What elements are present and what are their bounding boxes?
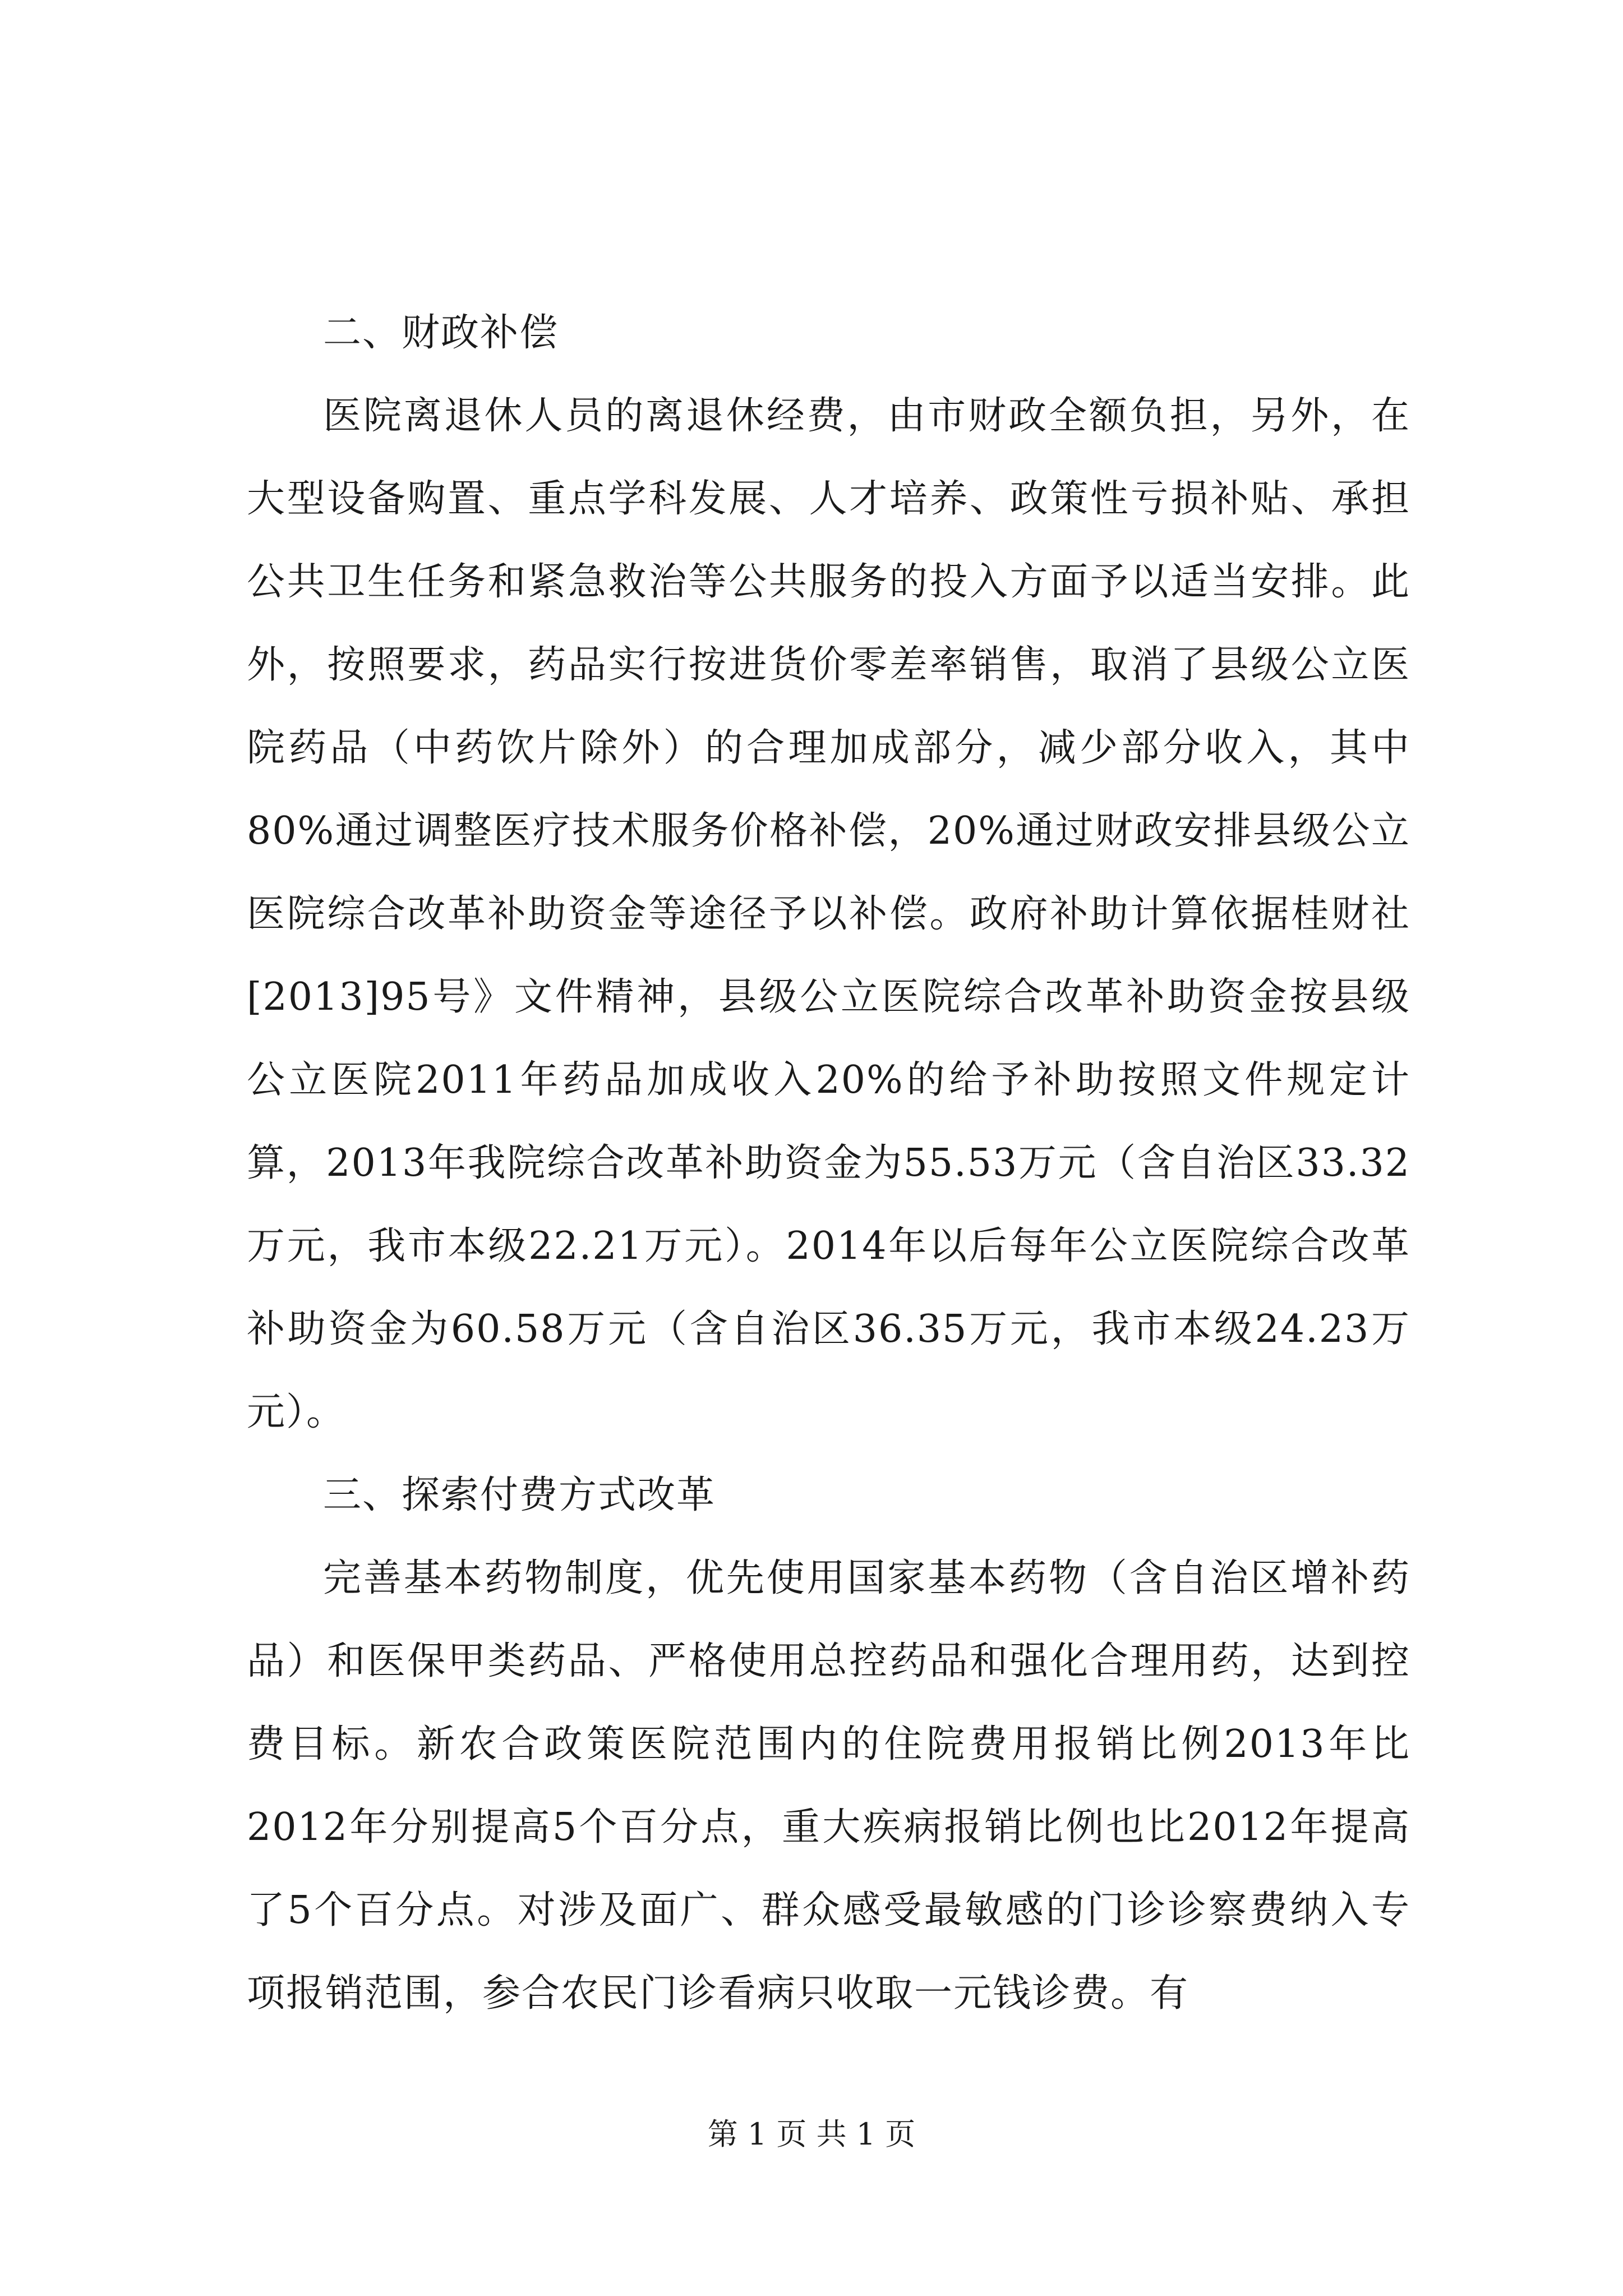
page-footer: 第 1 页 共 1 页 bbox=[707, 2116, 916, 2152]
paragraph-payment-reform: 完善基本药物制度，优先使用国家基本药物（含自治区增补药品）和医保甲类药品、严格使用总控药品和强化合理用药，达到控费目标。新农合政策医院范围内的住院费用报销比例2013年比2012年分别提高5个百分点，重大疾病报销比例也比2012年提高了5个百分点。对涉及面广、群众感受最敏感的门诊诊察费纳入专项报销范围，参合农民门诊看病只收取一元钱诊费。有 bbox=[247, 1556, 1410, 2016]
paragraph-fiscal-compensation: 医院离退休人员的离退休经费，由市财政全额负担，另外，在大型设备购置、重点学科发展、人才培养、政策性亏损补贴、承担公共卫生任务和紧急救治等公共服务的投入方面予以适当安排。此外，按照要求，药品实行按进货价零差率销售，取消了县级公立医院药品（中药饮片除外）的合理加成部分，减少部分收入，其中80%通过调整医疗技术服务价格补偿，20%通过财政安排县级公立医院综合改革补助资金等途径予以补偿。政府补助计算依据桂财社[2013]95号》文件精神，县级公立医院综合改革补助资金按县级公立医院2011年药品加成收入20%的给予补助按照文件规定计算，2013年我院综合改革补助资金为55.53万元（含自治区33.32万元，我市本级22.21万元）。2014年以后每年公立医院综合改革补助资金为60.58万元（含自治区36.35万元，我市本级24.23万元）。 bbox=[247, 394, 1410, 1434]
document-body bbox=[247, 292, 1410, 2035]
section-heading-payment-reform: 三、探索付费方式改革 bbox=[323, 1473, 716, 1517]
section-heading-fiscal-compensation: 二、财政补偿 bbox=[323, 311, 559, 355]
